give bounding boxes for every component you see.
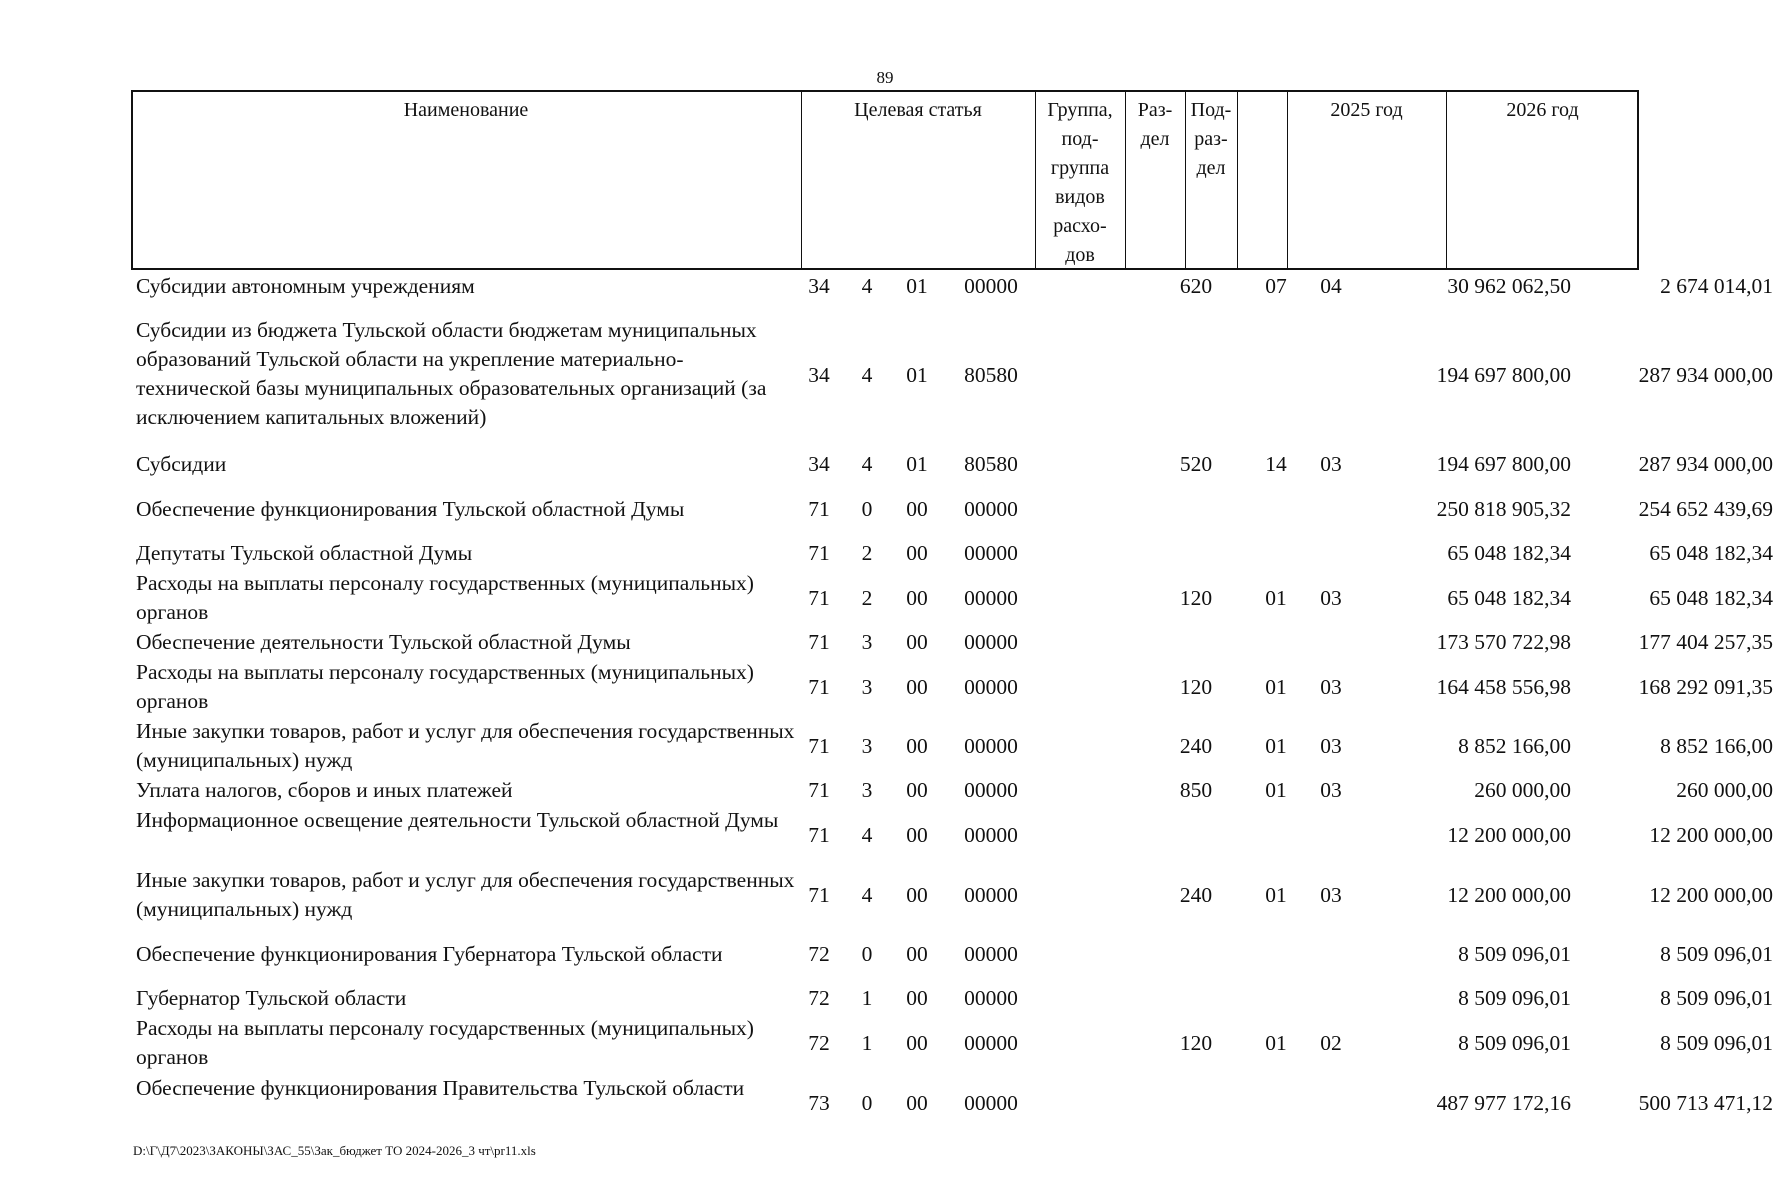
row-code-d: 00000	[964, 986, 1018, 1010]
row-code-d: 00000	[964, 675, 1018, 699]
file-path-footer: D:\Г\Д7\2023\ЗАКОНЫ\ЗАС_55\Зак_бюджет ТО 2024-2026_3 чт\pr11.xls	[133, 1143, 536, 1158]
row-code-a: 73	[808, 1091, 830, 1115]
row-amount-2026: 177 404 257,35	[1638, 630, 1773, 654]
row-code-b: 0	[861, 497, 873, 521]
row-subsection: 03	[1320, 778, 1342, 802]
row-code-c: 00	[906, 883, 928, 907]
row-code-b: 0	[861, 942, 873, 966]
row-name: Субсидии	[136, 452, 227, 476]
row-code-b: 4	[861, 883, 873, 907]
row-amount-2026: 8 509 096,01	[1660, 1031, 1773, 1055]
row-subsection: 04	[1320, 274, 1342, 298]
header-divider	[1237, 90, 1238, 270]
table-row	[131, 272, 1773, 302]
row-name: Иные закупки товаров, работ и услуг для обеспечения государственных (муниципальных) нужд	[136, 868, 795, 921]
row-code-a: 34	[808, 274, 830, 298]
row-section: 01	[1265, 675, 1287, 699]
row-code-d: 80580	[964, 452, 1018, 476]
row-amount-2025: 65 048 182,34	[1447, 586, 1571, 610]
row-code-c: 00	[906, 497, 928, 521]
table-row	[131, 866, 1773, 926]
row-name: Субсидии из бюджета Тульской области бюджетам муниципальных образований Тульской области на укрепление материально-технической базы муниципальных образовательных организаций (за исключением капитальных вложений)	[136, 318, 767, 429]
header-2025: 2025 год	[1330, 99, 1403, 121]
row-subsection: 03	[1320, 675, 1342, 699]
row-section: 01	[1265, 778, 1287, 802]
row-amount-2025: 30 962 062,50	[1447, 274, 1571, 298]
row-group: 120	[1179, 586, 1213, 610]
row-code-c: 00	[906, 675, 928, 699]
row-name: Иные закупки товаров, работ и услуг для обеспечения государственных (муниципальных) нужд	[136, 719, 795, 772]
row-amount-2025: 8 852 166,00	[1458, 734, 1571, 758]
row-code-b: 4	[861, 452, 873, 476]
table-row	[131, 628, 1773, 658]
row-code-d: 00000	[964, 630, 1018, 654]
row-code-d: 00000	[964, 823, 1018, 847]
row-code-c: 01	[906, 452, 928, 476]
row-code-b: 0	[861, 1091, 873, 1115]
row-name: Обеспечение функционирования Тульской областной Думы	[136, 497, 685, 521]
row-code-c: 00	[906, 541, 928, 565]
row-group: 520	[1179, 452, 1213, 476]
row-group: 620	[1179, 274, 1213, 298]
row-code-b: 2	[861, 541, 873, 565]
row-code-b: 3	[861, 675, 873, 699]
row-amount-2026: 65 048 182,34	[1649, 586, 1773, 610]
table-row	[131, 658, 1773, 718]
row-amount-2025: 194 697 800,00	[1436, 363, 1571, 387]
row-amount-2025: 8 509 096,01	[1458, 986, 1571, 1010]
row-code-c: 01	[906, 274, 928, 298]
row-amount-2025: 250 818 905,32	[1436, 497, 1571, 521]
row-code-c: 01	[906, 363, 928, 387]
row-code-a: 72	[808, 942, 830, 966]
row-amount-2025: 194 697 800,00	[1436, 452, 1571, 476]
row-code-b: 3	[861, 630, 873, 654]
row-code-d: 00000	[964, 586, 1018, 610]
row-amount-2026: 168 292 091,35	[1638, 675, 1773, 699]
row-code-d: 00000	[964, 1031, 1018, 1055]
row-name: Расходы на выплаты персоналу государственных (муниципальных) органов	[136, 1016, 754, 1069]
row-amount-2026: 8 509 096,01	[1660, 986, 1773, 1010]
row-subsection: 03	[1320, 883, 1342, 907]
row-amount-2026: 500 713 471,12	[1638, 1091, 1773, 1115]
row-amount-2025: 8 509 096,01	[1458, 1031, 1571, 1055]
row-group: 120	[1179, 675, 1213, 699]
row-name: Обеспечение функционирования Правительства Тульской области	[136, 1076, 745, 1100]
row-amount-2025: 173 570 722,98	[1436, 630, 1571, 654]
table-row	[131, 940, 1773, 970]
row-code-a: 72	[808, 1031, 830, 1055]
row-code-b: 1	[861, 986, 873, 1010]
row-code-c: 00	[906, 734, 928, 758]
row-code-d: 80580	[964, 363, 1018, 387]
row-amount-2025: 487 977 172,16	[1436, 1091, 1571, 1115]
row-code-a: 34	[808, 363, 830, 387]
row-code-b: 4	[861, 274, 873, 298]
row-name: Обеспечение функционирования Губернатора Тульской области	[136, 942, 723, 966]
row-code-b: 2	[861, 586, 873, 610]
row-code-a: 71	[808, 883, 830, 907]
row-code-a: 72	[808, 986, 830, 1010]
table-row	[131, 806, 1773, 866]
header-section: Раз- дел	[1137, 99, 1173, 150]
row-group: 240	[1179, 734, 1213, 758]
row-amount-2026: 8 852 166,00	[1660, 734, 1773, 758]
row-code-a: 71	[808, 586, 830, 610]
row-code-c: 00	[906, 986, 928, 1010]
row-section: 01	[1265, 1031, 1287, 1055]
row-amount-2026: 12 200 000,00	[1649, 883, 1773, 907]
header-group: Группа, под- группа видов расхо- дов	[1047, 99, 1113, 266]
table-row	[131, 539, 1773, 569]
row-code-d: 00000	[964, 778, 1018, 802]
table-row	[131, 495, 1773, 525]
row-code-c: 00	[906, 1031, 928, 1055]
row-amount-2025: 260 000,00	[1474, 778, 1571, 802]
table-row	[131, 717, 1773, 777]
row-subsection: 03	[1320, 586, 1342, 610]
table-row	[131, 450, 1773, 480]
row-code-a: 71	[808, 734, 830, 758]
row-section: 07	[1265, 274, 1287, 298]
table-row	[131, 984, 1773, 1014]
row-code-b: 1	[861, 1031, 873, 1055]
table-header	[131, 90, 1639, 270]
header-subsection: Под- раз- дел	[1190, 99, 1232, 179]
row-group: 240	[1179, 883, 1213, 907]
row-amount-2026: 254 652 439,69	[1638, 497, 1773, 521]
row-amount-2026: 12 200 000,00	[1649, 823, 1773, 847]
header-name: Наименование	[403, 99, 529, 121]
row-name: Уплата налогов, сборов и иных платежей	[136, 778, 513, 802]
row-name: Обеспечение деятельности Тульской областной Думы	[136, 630, 631, 654]
row-name: Субсидии автономным учреждениям	[136, 274, 475, 298]
row-group: 850	[1179, 778, 1213, 802]
row-name: Расходы на выплаты персоналу государственных (муниципальных) органов	[136, 660, 754, 713]
row-subsection: 03	[1320, 452, 1342, 476]
row-amount-2025: 65 048 182,34	[1447, 541, 1571, 565]
row-code-d: 00000	[964, 1091, 1018, 1115]
row-code-b: 3	[861, 778, 873, 802]
row-code-c: 00	[906, 630, 928, 654]
row-code-a: 71	[808, 675, 830, 699]
table-row	[131, 1074, 1773, 1134]
page-number: 89	[876, 68, 894, 87]
row-code-d: 00000	[964, 734, 1018, 758]
row-section: 14	[1265, 452, 1287, 476]
row-amount-2026: 65 048 182,34	[1649, 541, 1773, 565]
row-amount-2026: 2 674 014,01	[1660, 274, 1773, 298]
table-row	[131, 1014, 1773, 1074]
row-code-a: 71	[808, 541, 830, 565]
row-section: 01	[1265, 883, 1287, 907]
row-code-d: 00000	[964, 883, 1018, 907]
row-name: Депутаты Тульской областной Думы	[136, 541, 473, 565]
row-code-a: 34	[808, 452, 830, 476]
row-subsection: 02	[1320, 1031, 1342, 1055]
table-row	[131, 776, 1773, 806]
row-code-d: 00000	[964, 274, 1018, 298]
row-amount-2026: 287 934 000,00	[1638, 452, 1773, 476]
row-code-b: 4	[861, 363, 873, 387]
row-code-a: 71	[808, 630, 830, 654]
row-code-b: 3	[861, 734, 873, 758]
row-code-d: 00000	[964, 942, 1018, 966]
header-target: Целевая статья	[854, 99, 982, 121]
table-row	[131, 569, 1773, 629]
row-amount-2026: 287 934 000,00	[1638, 363, 1773, 387]
row-code-a: 71	[808, 778, 830, 802]
row-group: 120	[1179, 1031, 1213, 1055]
row-code-c: 00	[906, 1091, 928, 1115]
header-2026: 2026 год	[1506, 99, 1579, 121]
row-code-c: 00	[906, 586, 928, 610]
row-code-a: 71	[808, 497, 830, 521]
row-code-b: 4	[861, 823, 873, 847]
row-code-d: 00000	[964, 497, 1018, 521]
row-amount-2025: 12 200 000,00	[1447, 883, 1571, 907]
row-name: Расходы на выплаты персоналу государственных (муниципальных) органов	[136, 571, 754, 624]
row-code-c: 00	[906, 778, 928, 802]
row-amount-2026: 260 000,00	[1676, 778, 1773, 802]
row-code-c: 00	[906, 823, 928, 847]
row-amount-2025: 12 200 000,00	[1447, 823, 1571, 847]
row-code-c: 00	[906, 942, 928, 966]
row-amount-2026: 8 509 096,01	[1660, 942, 1773, 966]
row-section: 01	[1265, 586, 1287, 610]
row-subsection: 03	[1320, 734, 1342, 758]
row-name: Губернатор Тульской области	[136, 986, 407, 1010]
row-code-a: 71	[808, 823, 830, 847]
row-code-d: 00000	[964, 541, 1018, 565]
row-amount-2025: 164 458 556,98	[1436, 675, 1571, 699]
row-amount-2025: 8 509 096,01	[1458, 942, 1571, 966]
table-row	[131, 316, 1773, 436]
row-name: Информационное освещение деятельности Тульской областной Думы	[136, 808, 779, 832]
row-section: 01	[1265, 734, 1287, 758]
